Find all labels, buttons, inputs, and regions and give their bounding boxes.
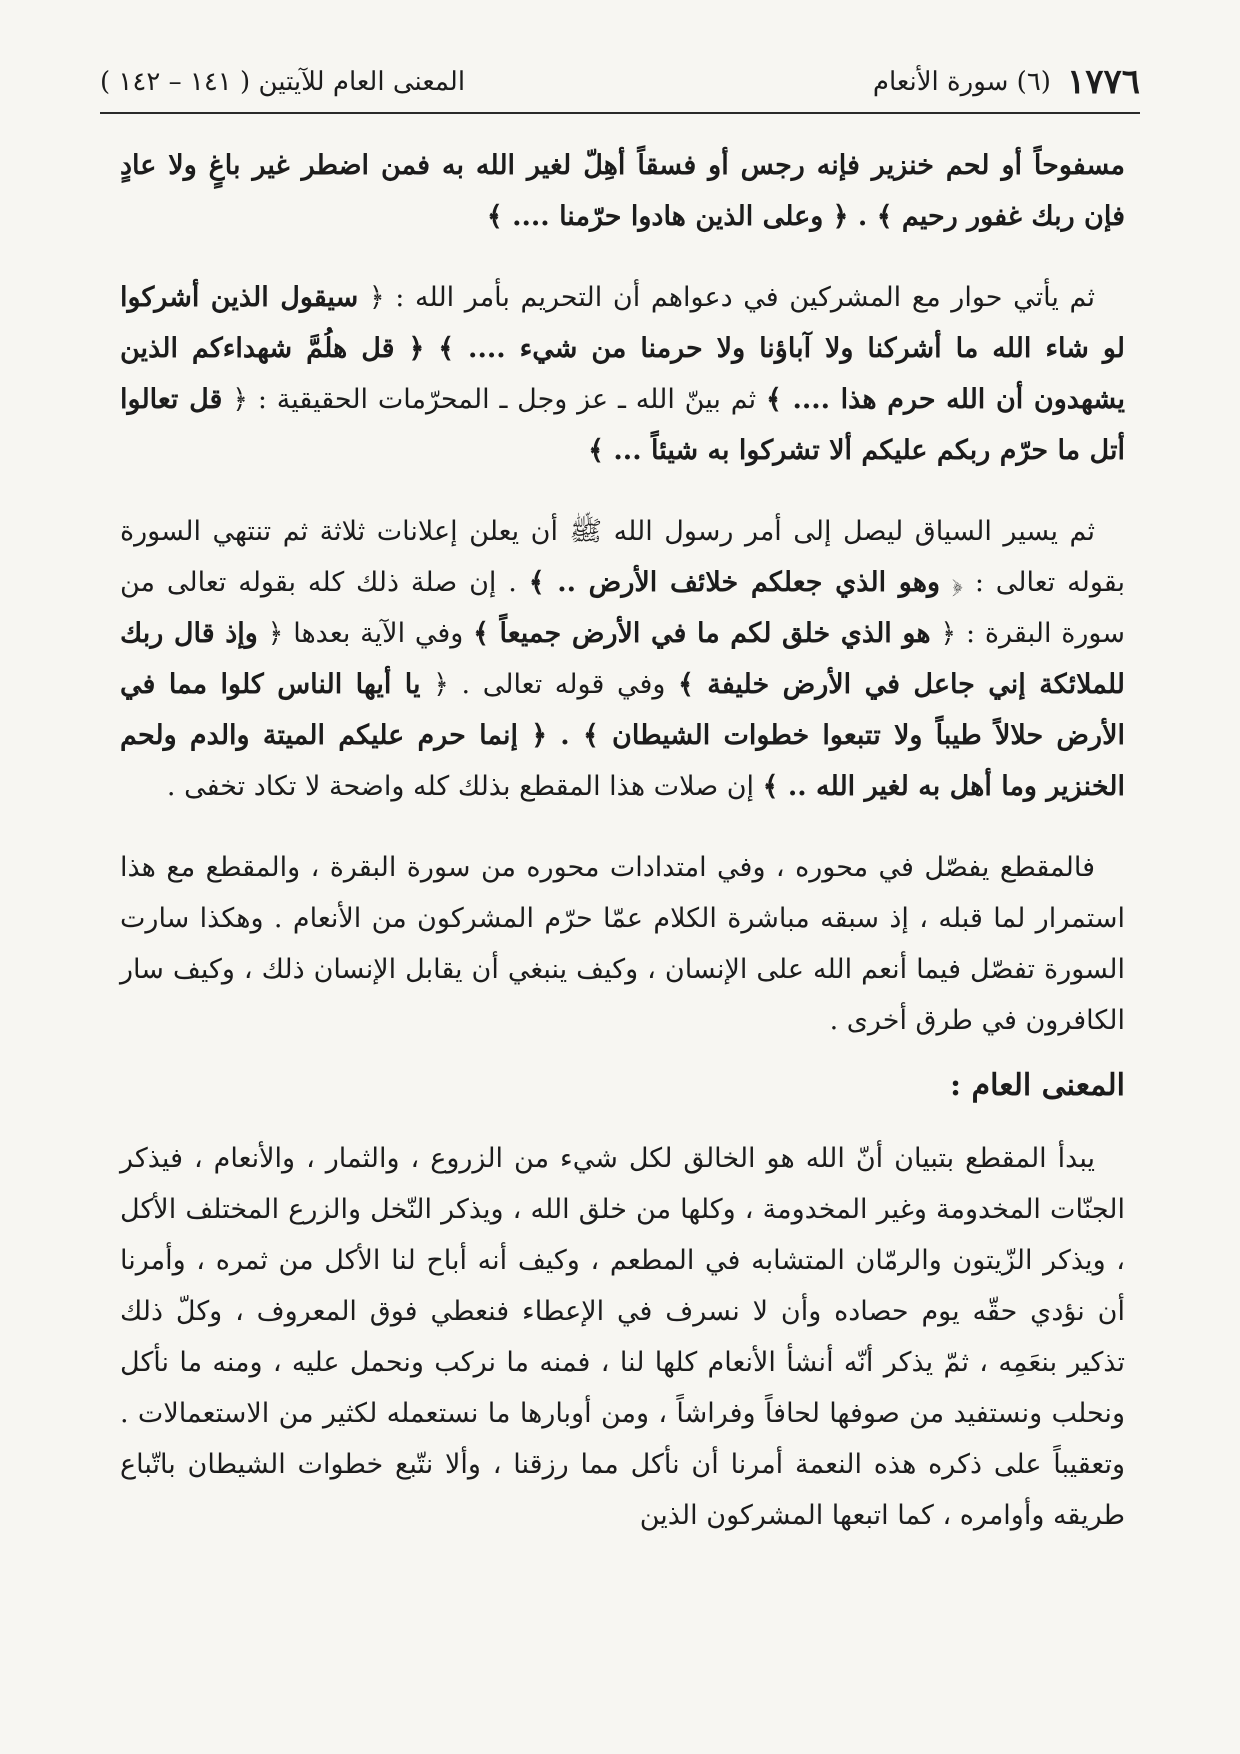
paragraph-2 <box>120 272 1125 476</box>
quran-verse-text: مسفوحاً أو لحم خنزير فإنه رجس أو فسقاً أهِلّ لغير الله به فمن اضطر غير باغٍ ولا عادٍ فإن ربك غفور رحيم ﴾ . ﴿ وعلى الذين هادوا حرّمنا .... ﴾ <box>120 150 1125 232</box>
commentary-text: وفي الآية بعدها ﴿ <box>257 618 474 649</box>
quran-verse-text: يا أيها الناس كلوا مما في الأرض حلالاً طيباً ولا تتبعوا خطوات الشيطان ﴾ . ﴿ إنما حرم عليكم الميتة والدم ولحم الخنزير وما أهل به لغير الله .. ﴾ <box>120 669 1125 802</box>
paragraph-1 <box>120 140 1125 242</box>
page-number: ١٧٧٦ <box>1066 62 1140 102</box>
quran-verse-text: قل تعالوا أتل ما حرّم ربكم عليكم ألا تشركوا به شيئاً ... ﴾ <box>120 384 1125 466</box>
commentary-text: ثم بينّ الله ـ عز وجل ـ المحرّمات الحقيقية : ﴿ <box>222 384 766 415</box>
topic-title: المعنى العام للآيتين ( ١٤١ – ١٤٢ ) <box>100 67 466 97</box>
commentary-text: وفي قوله تعالى . ﴿ <box>420 669 679 700</box>
quran-verse-text: وإذ قال ربك للملائكة إني جاعل في الأرض خليفة ﴾ <box>120 618 1126 700</box>
quran-verse-text: سيقول الذين أشركوا لو شاء الله ما أشركنا ولا آباؤنا ولا حرمنا من شيء .... ﴾ ﴿ قل هلُمَّ شهداءكم الذين يشهدون أن الله حرم هذا .... ﴾ <box>120 282 1125 415</box>
quran-verse-text: هو الذي خلق لكم ما في الأرض جميعاً ﴾ <box>473 618 931 649</box>
commentary-text: فالمقطع يفصّل في محوره ، وفي امتدادات محوره من سورة البقرة ، والمقطع مع هذا استمرار لما قبله ، إذ سبقه مباشرة الكلام عمّا حرّم المشركون من الأنعام . وهكذا سارت السورة تفصّل فيما أنعم الله على الإنسان ، وكيف ينبغي أن يقابل الإنسان ذلك ، وكيف سار الكافرون في طرق أخرى . <box>120 852 1125 1036</box>
commentary-text: يبدأ المقطع بتبيان أنّ الله هو الخالق لكل شيء من الزروع ، والثمار ، والأنعام ، فيذكر الجنّات المخدومة وغير المخدومة ، وكلها من خلق الله ، ويذكر النّخل والزرع المختلف الأكل ، ويذكر الزّيتون والرمّان المتشابه في المطعم ، وكيف أنه أباح لنا الأكل من ثمره ، وأمرنا أن نؤدي حقّه يوم حصاده وأن لا نسرف في الإعطاء فنعطي فوق المعروف ، وكلّ ذلك تذكير بنعَمِه ، ثمّ يذكر أنّه أنشأ الأنعام كلها لنا ، فمنه ما نركب ونحمل عليه ، ومنه ما نأكل ونحلب ونستفيد من صوفها لحافاً وفراشاً ، ومن أوبارها ما نستعمله لكثير من الاستعمالات . وتعقيباً على ذكره هذه النعمة أمرنا أن نأكل مما رزقنا ، وألا نتّبع خطوات الشيطان باتّباع طريقه وأوامره ، كما اتبعها المشركون الذين <box>120 1143 1125 1531</box>
commentary-text: ثم يسير السياق ليصل إلى أمر رسول الله ﷺ أن يعلن إعلانات ثلاثة ثم تنتهي السورة بقوله تعالى : ﴿ <box>120 516 1125 598</box>
page-header <box>100 52 1140 114</box>
commentary-text: إن صلات هذا المقطع بذلك كله واضحة لا تكاد تخفى . <box>166 771 763 802</box>
paragraph-3 <box>120 506 1125 812</box>
header-right <box>873 62 1140 102</box>
section-heading: المعنى العام : <box>950 1068 1125 1103</box>
commentary-text: ثم يأتي حوار مع المشركين في دعواهم أن التحريم بأمر الله : ﴿ <box>358 282 1095 313</box>
chapter-title: (٦) سورة الأنعام <box>872 67 1051 97</box>
quran-verse-text: وهو الذي جعلكم خلائف الأرض .. ﴾ <box>528 567 941 598</box>
page-body <box>120 140 1125 1555</box>
paragraph-5 <box>120 1133 1125 1541</box>
paragraph-4 <box>120 842 1125 1046</box>
commentary-text: . إن صلة ذلك كله بقوله تعالى من سورة البقرة : ﴿ <box>120 567 1125 649</box>
